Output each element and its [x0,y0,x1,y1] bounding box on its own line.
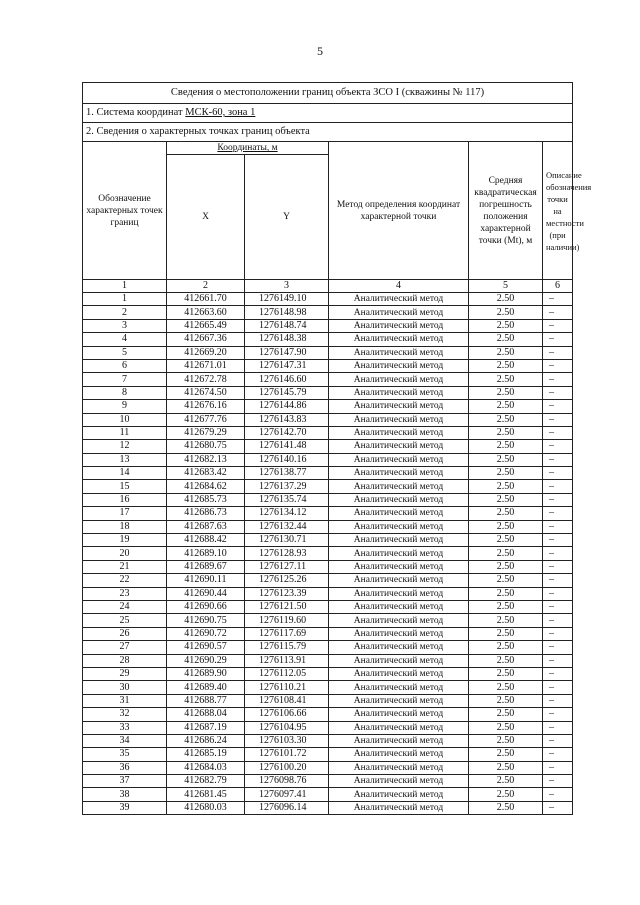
coord-x-cell: 412682.79 [167,775,245,788]
coord-x-cell: 412690.29 [167,654,245,667]
point-number-cell: 30 [83,681,167,694]
point-number-cell: 22 [83,574,167,587]
header-designation: Обозначение характерных точек границ [83,142,167,280]
table-row [83,734,573,747]
error-value-cell: 2.50 [469,386,543,399]
point-number-cell: 1 [83,293,167,306]
table-row [83,748,573,761]
coord-x-cell: 412690.11 [167,574,245,587]
description-cell: – [543,681,573,694]
description-cell: – [543,641,573,654]
table-row [83,520,573,533]
method-cell: Аналитический метод [329,293,469,306]
coord-x-cell: 412679.29 [167,426,245,439]
coord-x-cell: 412687.63 [167,520,245,533]
error-value-cell: 2.50 [469,761,543,774]
description-cell: – [543,319,573,332]
table-row [83,614,573,627]
method-cell: Аналитический метод [329,761,469,774]
method-cell: Аналитический метод [329,614,469,627]
point-number-cell: 3 [83,319,167,332]
coord-y-cell: 1276115.79 [245,641,329,654]
description-cell: – [543,801,573,814]
table-row [83,641,573,654]
coord-y-cell: 1276142.70 [245,426,329,439]
method-cell: Аналитический метод [329,681,469,694]
point-number-cell: 2 [83,306,167,319]
header-method: Метод определения координат характерной точки [329,142,469,280]
error-value-cell: 2.50 [469,319,543,332]
table-row [83,293,573,306]
coord-y-cell: 1276135.74 [245,493,329,506]
error-value-cell: 2.50 [469,306,543,319]
description-cell: – [543,467,573,480]
coord-y-cell: 1276137.29 [245,480,329,493]
method-cell: Аналитический метод [329,440,469,453]
column-number: 4 [329,280,469,293]
method-cell: Аналитический метод [329,574,469,587]
error-value-cell: 2.50 [469,413,543,426]
coord-y-cell: 1276141.48 [245,440,329,453]
table-row [83,373,573,386]
point-number-cell: 36 [83,761,167,774]
method-cell: Аналитический метод [329,426,469,439]
page-number: 5 [317,44,323,58]
coord-x-cell: 412685.73 [167,493,245,506]
method-cell: Аналитический метод [329,346,469,359]
description-cell: – [543,413,573,426]
header-coordinates: Координаты, м [167,142,329,155]
coord-y-cell: 1276123.39 [245,587,329,600]
coord-y-cell: 1276147.31 [245,359,329,372]
point-number-cell: 13 [83,453,167,466]
error-value-cell: 2.50 [469,467,543,480]
document-title: Сведения о местоположении границ объекта ЗСО I (скважины № 117) [83,83,573,104]
description-cell: – [543,667,573,680]
coord-y-cell: 1276121.50 [245,600,329,613]
error-value-cell: 2.50 [469,667,543,680]
table-row [83,560,573,573]
table-row [83,413,573,426]
coordinate-system-line [83,104,573,123]
coord-y-cell: 1276127.11 [245,560,329,573]
coord-y-cell: 1276143.83 [245,413,329,426]
coord-y-cell: 1276125.26 [245,574,329,587]
coord-y-cell: 1276117.69 [245,627,329,640]
description-cell: – [543,748,573,761]
coord-x-cell: 412677.76 [167,413,245,426]
error-value-cell: 2.50 [469,587,543,600]
error-value-cell: 2.50 [469,681,543,694]
method-cell: Аналитический метод [329,587,469,600]
coord-x-cell: 412663.60 [167,306,245,319]
coord-y-cell: 1276119.60 [245,614,329,627]
point-number-cell: 18 [83,520,167,533]
coord-y-cell: 1276134.12 [245,507,329,520]
point-number-cell: 23 [83,587,167,600]
table-row [83,721,573,734]
method-cell: Аналитический метод [329,775,469,788]
coord-y-cell: 1276112.05 [245,667,329,680]
table-row [83,627,573,640]
description-cell: – [543,587,573,600]
points-section-heading: 2. Сведения о характерных точках границ объекта [83,123,573,142]
point-number-cell: 28 [83,654,167,667]
table-row [83,440,573,453]
description-cell: – [543,359,573,372]
coord-y-cell: 1276106.66 [245,708,329,721]
point-number-cell: 29 [83,667,167,680]
coord-x-cell: 412686.73 [167,507,245,520]
method-cell: Аналитический метод [329,493,469,506]
point-number-cell: 11 [83,426,167,439]
point-number-cell: 4 [83,333,167,346]
coord-x-cell: 412665.49 [167,319,245,332]
method-cell: Аналитический метод [329,600,469,613]
table-row [83,346,573,359]
column-number: 1 [83,280,167,293]
header-error: Средняя квадратическая погрешность положения характерной точки (Mt), м [469,142,543,280]
description-cell: – [543,520,573,533]
method-cell: Аналитический метод [329,373,469,386]
coord-x-cell: 412671.01 [167,359,245,372]
table-row [83,547,573,560]
error-value-cell: 2.50 [469,721,543,734]
method-cell: Аналитический метод [329,627,469,640]
method-cell: Аналитический метод [329,453,469,466]
error-value-cell: 2.50 [469,507,543,520]
description-cell: – [543,493,573,506]
method-cell: Аналитический метод [329,319,469,332]
point-number-cell: 34 [83,734,167,747]
description-cell: – [543,761,573,774]
point-number-cell: 5 [83,346,167,359]
coord-y-cell: 1276128.93 [245,547,329,560]
coord-y-cell: 1276108.41 [245,694,329,707]
error-value-cell: 2.50 [469,560,543,573]
description-cell: – [543,614,573,627]
table-row [83,788,573,801]
column-numbers-row [83,280,573,293]
point-number-cell: 39 [83,801,167,814]
coord-y-cell: 1276098.76 [245,775,329,788]
table-row [83,467,573,480]
error-value-cell: 2.50 [469,775,543,788]
coord-x-cell: 412683.42 [167,467,245,480]
method-cell: Аналитический метод [329,413,469,426]
column-number: 5 [469,280,543,293]
coord-x-cell: 412690.72 [167,627,245,640]
method-cell: Аналитический метод [329,333,469,346]
method-cell: Аналитический метод [329,306,469,319]
table-row [83,600,573,613]
coordinate-system-prefix: 1. Система координат [86,107,186,118]
table-row [83,453,573,466]
error-value-cell: 2.50 [469,346,543,359]
coord-y-cell: 1276146.60 [245,373,329,386]
error-value-cell: 2.50 [469,734,543,747]
point-number-cell: 25 [83,614,167,627]
table-row [83,574,573,587]
coord-x-cell: 412689.10 [167,547,245,560]
error-value-cell: 2.50 [469,547,543,560]
point-number-cell: 26 [83,627,167,640]
error-value-cell: 2.50 [469,333,543,346]
description-cell: – [543,440,573,453]
table-row [83,708,573,721]
coord-x-cell: 412689.90 [167,667,245,680]
description-cell: – [543,507,573,520]
error-value-cell: 2.50 [469,694,543,707]
description-cell: – [543,426,573,439]
point-number-cell: 37 [83,775,167,788]
error-value-cell: 2.50 [469,400,543,413]
table-row [83,694,573,707]
coord-x-cell: 412690.57 [167,641,245,654]
method-cell: Аналитический метод [329,507,469,520]
coord-x-cell: 412680.75 [167,440,245,453]
table-row [83,654,573,667]
point-number-cell: 19 [83,534,167,547]
error-value-cell: 2.50 [469,493,543,506]
error-value-cell: 2.50 [469,480,543,493]
header-description: Описание обозначения точки на местности (при наличии) [543,142,573,280]
method-cell: Аналитический метод [329,721,469,734]
column-number: 3 [245,280,329,293]
point-number-cell: 8 [83,386,167,399]
description-cell: – [543,694,573,707]
error-value-cell: 2.50 [469,748,543,761]
coord-x-cell: 412690.75 [167,614,245,627]
coord-y-cell: 1276148.98 [245,306,329,319]
error-value-cell: 2.50 [469,708,543,721]
coord-x-cell: 412690.66 [167,600,245,613]
coord-x-cell: 412669.20 [167,346,245,359]
method-cell: Аналитический метод [329,386,469,399]
point-number-cell: 31 [83,694,167,707]
table-row [83,761,573,774]
error-value-cell: 2.50 [469,293,543,306]
coord-x-cell: 412680.03 [167,801,245,814]
method-cell: Аналитический метод [329,534,469,547]
method-cell: Аналитический метод [329,467,469,480]
description-cell: – [543,480,573,493]
description-cell: – [543,788,573,801]
method-cell: Аналитический метод [329,359,469,372]
coord-x-cell: 412676.16 [167,400,245,413]
table-row [83,587,573,600]
point-number-cell: 15 [83,480,167,493]
method-cell: Аналитический метод [329,788,469,801]
table-row [83,359,573,372]
coord-y-cell: 1276103.30 [245,734,329,747]
coord-x-cell: 412661.70 [167,293,245,306]
coord-x-cell: 412685.19 [167,748,245,761]
coord-x-cell: 412687.19 [167,721,245,734]
description-cell: – [543,306,573,319]
method-cell: Аналитический метод [329,654,469,667]
description-cell: – [543,346,573,359]
table-row [83,667,573,680]
table-row [83,493,573,506]
method-cell: Аналитический метод [329,520,469,533]
error-value-cell: 2.50 [469,574,543,587]
error-value-cell: 2.50 [469,600,543,613]
error-value-cell: 2.50 [469,440,543,453]
error-value-cell: 2.50 [469,641,543,654]
table-row [83,480,573,493]
coord-x-cell: 412688.42 [167,534,245,547]
description-cell: – [543,574,573,587]
coord-y-cell: 1276148.74 [245,319,329,332]
description-cell: – [543,721,573,734]
point-number-cell: 16 [83,493,167,506]
method-cell: Аналитический метод [329,667,469,680]
point-number-cell: 7 [83,373,167,386]
coord-y-cell: 1276145.79 [245,386,329,399]
coord-x-cell: 412690.44 [167,587,245,600]
description-cell: – [543,453,573,466]
method-cell: Аналитический метод [329,801,469,814]
table-row [83,507,573,520]
coord-y-cell: 1276144.86 [245,400,329,413]
table-row [83,801,573,814]
method-cell: Аналитический метод [329,400,469,413]
error-value-cell: 2.50 [469,359,543,372]
description-cell: – [543,547,573,560]
coord-y-cell: 1276096.14 [245,801,329,814]
coord-x-cell: 412667.36 [167,333,245,346]
table-row [83,681,573,694]
coord-x-cell: 412674.50 [167,386,245,399]
point-number-cell: 27 [83,641,167,654]
boundary-points-table [82,82,592,815]
coord-x-cell: 412684.03 [167,761,245,774]
method-cell: Аналитический метод [329,480,469,493]
coord-x-cell: 412686.24 [167,734,245,747]
coord-y-cell: 1276132.44 [245,520,329,533]
description-cell: – [543,708,573,721]
table-row [83,306,573,319]
point-number-cell: 32 [83,708,167,721]
point-number-cell: 21 [83,560,167,573]
description-cell: – [543,373,573,386]
coord-y-cell: 1276101.72 [245,748,329,761]
error-value-cell: 2.50 [469,453,543,466]
coord-y-cell: 1276147.90 [245,346,329,359]
coord-x-cell: 412689.40 [167,681,245,694]
description-cell: – [543,534,573,547]
description-cell: – [543,400,573,413]
coord-y-cell: 1276113.91 [245,654,329,667]
method-cell: Аналитический метод [329,694,469,707]
description-cell: – [543,386,573,399]
table-row [83,386,573,399]
column-number: 2 [167,280,245,293]
description-cell: – [543,627,573,640]
error-value-cell: 2.50 [469,614,543,627]
coord-y-cell: 1276138.77 [245,467,329,480]
table-row [83,426,573,439]
coord-y-cell: 1276130.71 [245,534,329,547]
error-value-cell: 2.50 [469,534,543,547]
point-number-cell: 33 [83,721,167,734]
description-cell: – [543,734,573,747]
point-number-cell: 14 [83,467,167,480]
description-cell: – [543,600,573,613]
method-cell: Аналитический метод [329,748,469,761]
coord-y-cell: 1276100.20 [245,761,329,774]
coord-x-cell: 412672.78 [167,373,245,386]
coord-y-cell: 1276149.10 [245,293,329,306]
coord-x-cell: 412684.62 [167,480,245,493]
point-number-cell: 24 [83,600,167,613]
error-value-cell: 2.50 [469,426,543,439]
coordinate-system-value: МСК-60, зона 1 [185,107,256,118]
header-x: X [167,155,245,280]
description-cell: – [543,293,573,306]
column-number: 6 [543,280,573,293]
table-row [83,534,573,547]
point-number-cell: 10 [83,413,167,426]
method-cell: Аналитический метод [329,708,469,721]
header-y: Y [245,155,329,280]
error-value-cell: 2.50 [469,627,543,640]
description-cell: – [543,775,573,788]
point-number-cell: 6 [83,359,167,372]
point-number-cell: 9 [83,400,167,413]
table-row [83,400,573,413]
coord-y-cell: 1276097.41 [245,788,329,801]
coord-y-cell: 1276104.95 [245,721,329,734]
point-number-cell: 12 [83,440,167,453]
table-row [83,333,573,346]
table-row [83,775,573,788]
error-value-cell: 2.50 [469,788,543,801]
coord-y-cell: 1276110.21 [245,681,329,694]
point-number-cell: 20 [83,547,167,560]
point-number-cell: 38 [83,788,167,801]
method-cell: Аналитический метод [329,547,469,560]
description-cell: – [543,654,573,667]
error-value-cell: 2.50 [469,801,543,814]
coord-x-cell: 412688.77 [167,694,245,707]
coord-x-cell: 412689.67 [167,560,245,573]
coord-y-cell: 1276148.38 [245,333,329,346]
table-row [83,319,573,332]
description-cell: – [543,333,573,346]
coord-x-cell: 412688.04 [167,708,245,721]
description-cell: – [543,560,573,573]
coord-y-cell: 1276140.16 [245,453,329,466]
method-cell: Аналитический метод [329,641,469,654]
point-number-cell: 17 [83,507,167,520]
method-cell: Аналитический метод [329,560,469,573]
error-value-cell: 2.50 [469,520,543,533]
error-value-cell: 2.50 [469,654,543,667]
coord-x-cell: 412682.13 [167,453,245,466]
error-value-cell: 2.50 [469,373,543,386]
method-cell: Аналитический метод [329,734,469,747]
point-number-cell: 35 [83,748,167,761]
coord-x-cell: 412681.45 [167,788,245,801]
